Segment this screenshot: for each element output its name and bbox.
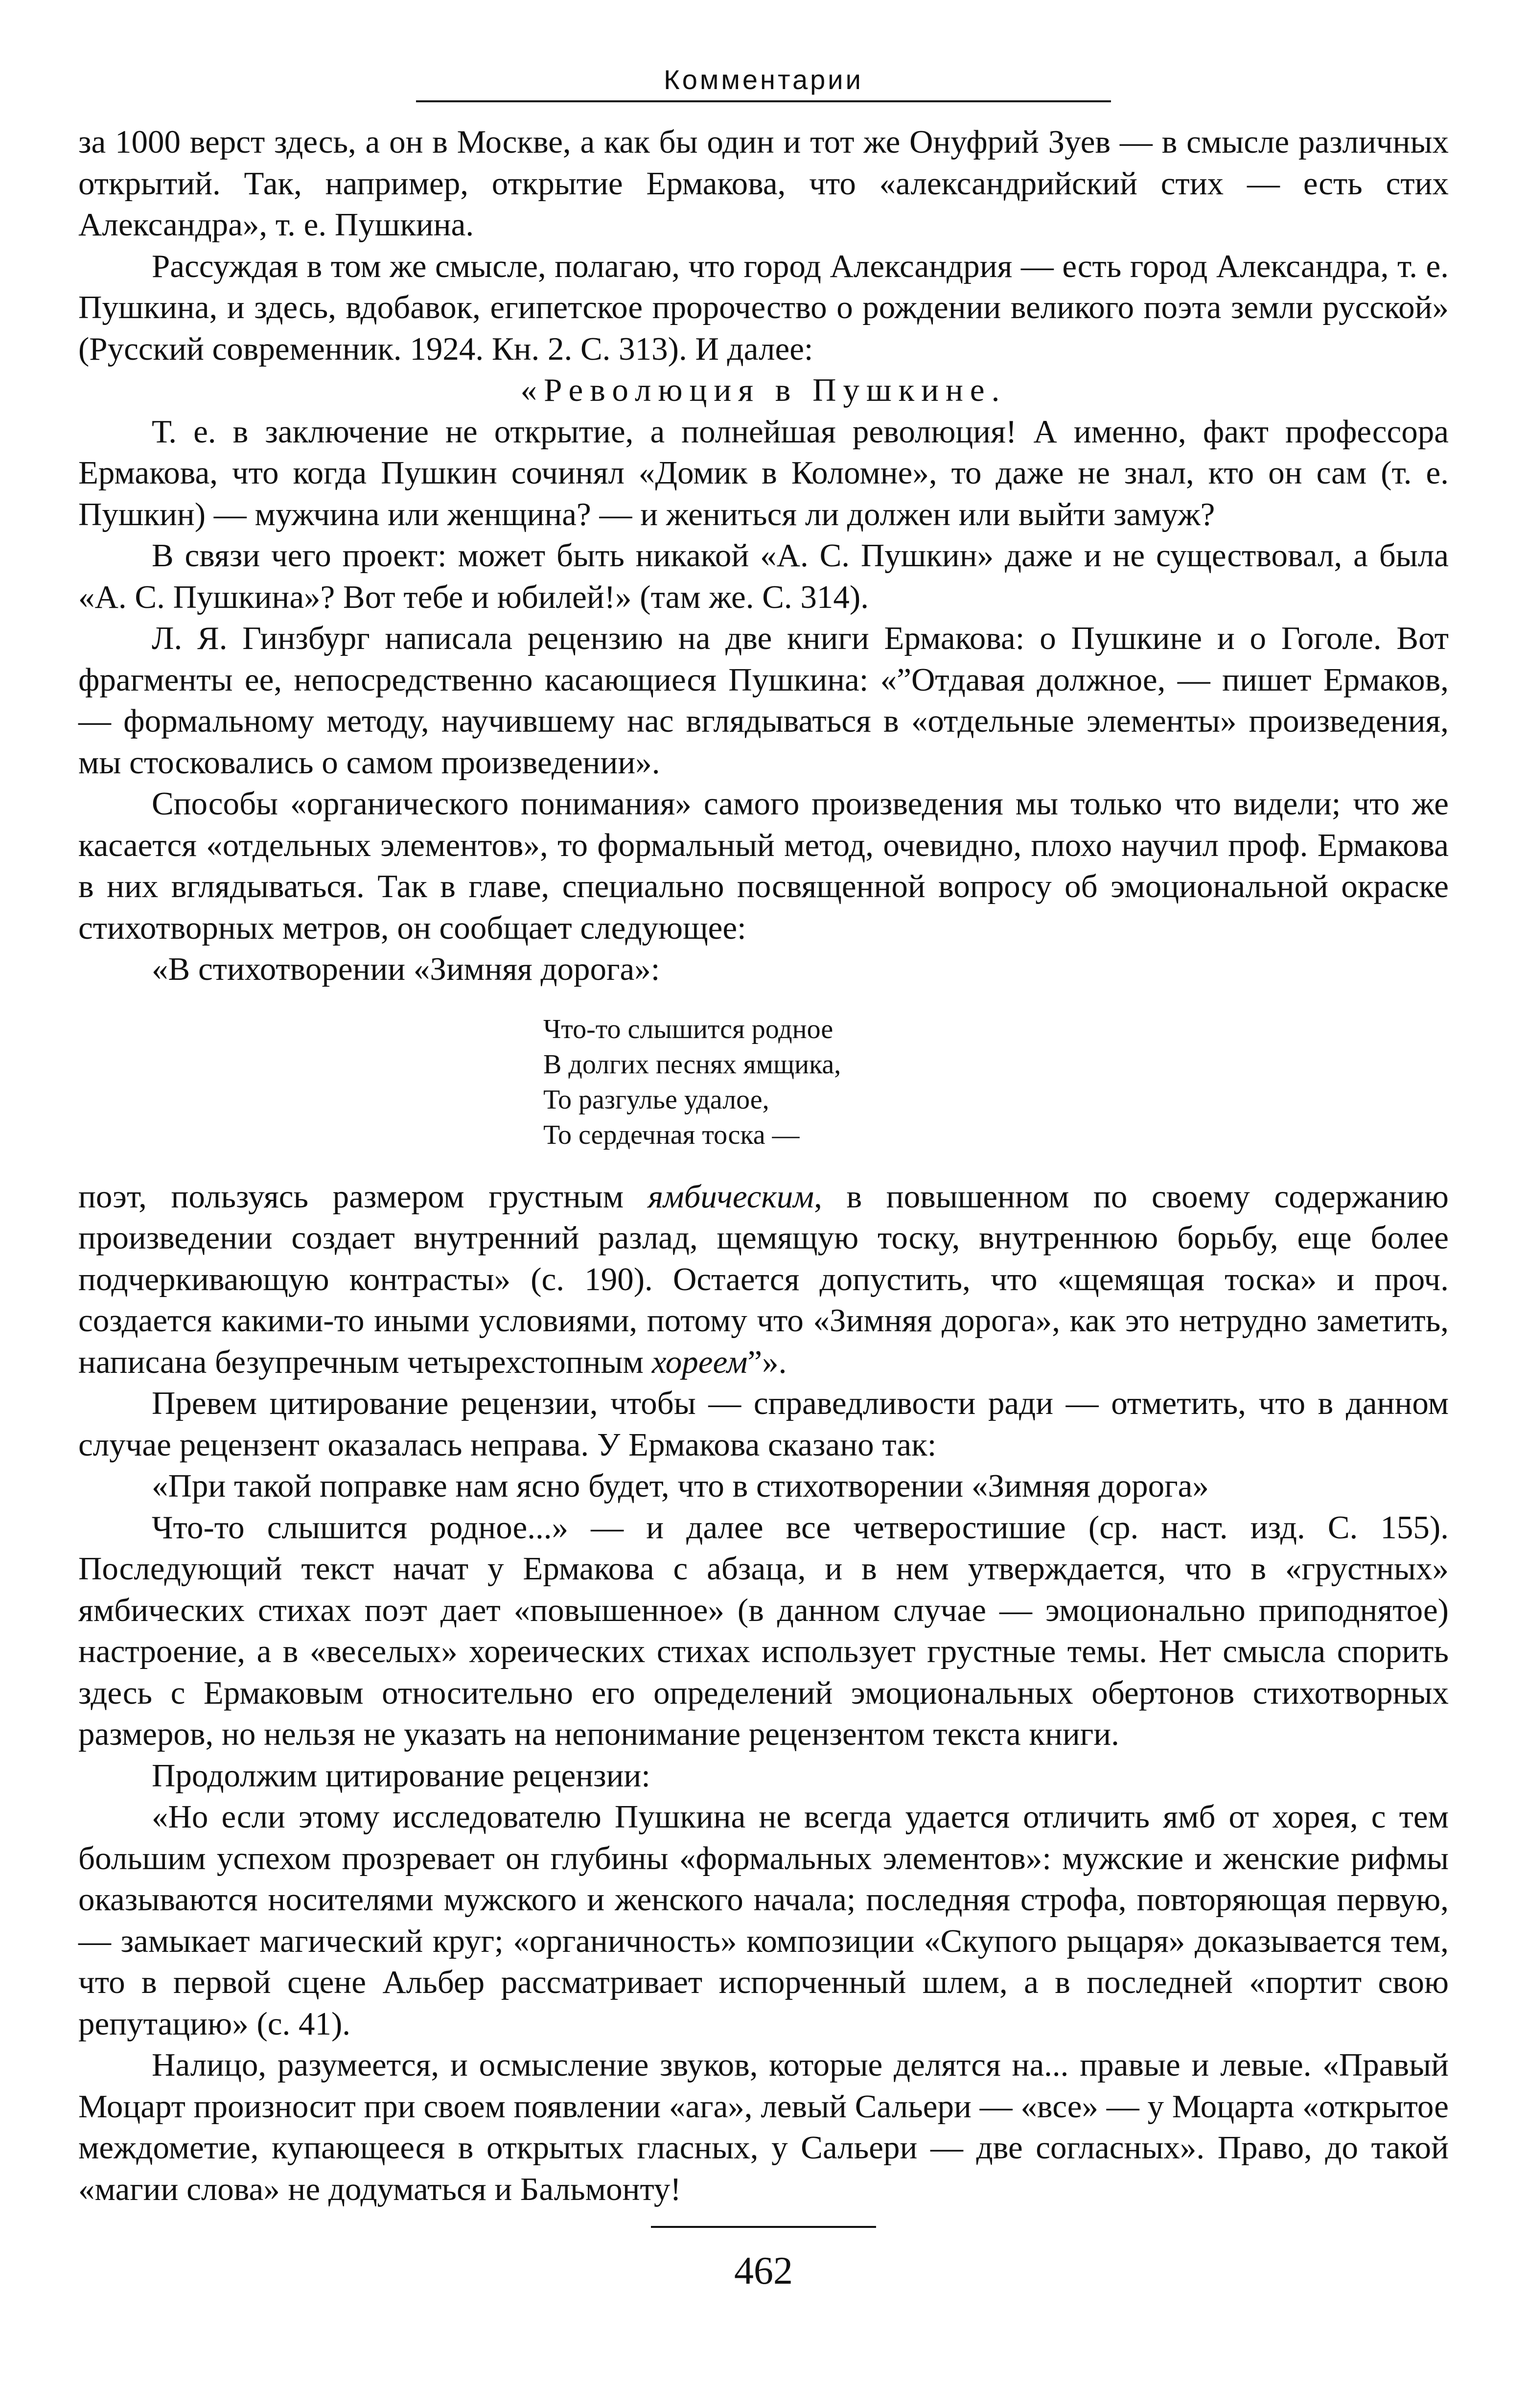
text-run: ”». — [747, 1343, 787, 1380]
running-header: Комментарии — [664, 64, 863, 95]
paragraph: Налицо, разумеется, и осмысление звуков, которые делятся на... правые и левые. «Правый Моцарт произносит при своем появлении «ага», левый Сальери — «все» — у Моцарта «открытое междометие, купающееся в открытых гласных, у Сальери — две согласных». Право, до такой «магии слова» не додуматься и Бальмонту! — [78, 2047, 1449, 2207]
text-run: поэт, пользуясь размером грустным — [78, 1178, 648, 1215]
verse-quote — [543, 1012, 1449, 1153]
verse-line: То сердечная тоска — — [543, 1119, 800, 1150]
paragraph: Способы «органического понимания» самого произведения мы только что видели; что же касается «отдельных элементов», то формальный метод, очевидно, плохо научил проф. Ермакова в них вглядываться. Так в главе, специально посвященной вопросу об эмоциональной окраске стихотворных метров, он сообщает следующее: — [78, 786, 1449, 946]
header-rule — [416, 100, 1111, 102]
verse-line: Что-то слышится родное — [543, 1014, 833, 1044]
italic-term: хореем — [651, 1343, 748, 1380]
paragraph: В связи чего проект: может быть никакой «А. С. Пушкин» даже и не существовал, а была «А. С. Пушкина»? Вот тебе и юбилей!» (там же. С. 314). — [78, 537, 1449, 615]
paragraph: за 1000 верст здесь, а он в Москве, а как бы один и тот же Онуфрий Зуев — в смысле различных открытий. Так, например, открытие Ермакова, что «александрийский стих — есть стих Александра», т. е. Пушкина. — [78, 124, 1449, 243]
paragraph: Что-то слышится родное...» — и далее все четверостишие (ср. наст. изд. С. 155). Последующий текст начат у Ермакова с абзаца, и в нем утверждается, что в «грустных» ямбических стихах поэт дает «повышенное» (в данном случае — эмоционально приподнятое) настроение, а в «веселых» хореических стихах использует грустные темы. Нет смысла спорить здесь с Ермаковым относительно его определений эмоциональных обертонов стихотворных размеров, но нельзя не указать на непонимание рецензентом текста книги. — [78, 1509, 1449, 1752]
paragraph — [78, 1176, 1449, 1383]
verse-line: То разгулье удалое, — [543, 1084, 769, 1115]
spaced-heading: «Революция в Пушкине. — [520, 372, 1007, 408]
paragraph: Л. Я. Гинзбург написала рецензию на две книги Ермакова: о Пушкине и о Гоголе. Вот фрагменты ее, непосредственно касающиеся Пушкина: «”Отдавая должное, — пишет Ермаков, — формальному методу, научившему нас вглядываться в «отдельные элементы» произведения, мы стосковались о самом произведении». — [78, 620, 1449, 781]
paragraph: «Но если этому исследователю Пушкина не всегда удается отличить ямб от хорея, с тем большим успехом прозревает он глубины «формальных элементов»: мужские и женские рифмы оказываются носителями мужского и женского начала; последняя строфа, повторяющая первую, — замыкает магический круг; «органичность» композиции «Скупого рыцаря» доказывается тем, что в первой сцене Альбер рассматривает испорченный шлем, а в последней «портит свою репутацию» (с. 41). — [78, 1799, 1449, 2042]
paragraph: «В стихотворении «Зимняя дорога»: — [152, 951, 660, 987]
page-number: 462 — [734, 2249, 793, 2292]
body-text — [78, 121, 1449, 2210]
italic-term: ямбическим — [648, 1178, 814, 1215]
paragraph: «При такой поправке нам ясно будет, что в стихотворении «Зимняя дорога» — [152, 1468, 1209, 1504]
text-run: , в повышенном по своему содержанию произведении создает внутренний разлад, щемящую тоску, внутреннюю борьбу, еще более подчеркивающую контрасты» (с. 190). Остается допустить, что «щемящая тоска» и проч. создается какими-то иными условиями, потому что «Зимняя дорога», как это нетрудно заметить, написана безупречным четырехстопным — [78, 1178, 1449, 1380]
footer-rule — [651, 2226, 876, 2228]
paragraph: Рассуждая в том же смысле, полагаю, что город Александрия — есть город Александра, т. е. Пушкина, и здесь, вдобавок, египетское пророчество о рождении великого поэта земли русской» (Русский современник. 1924. Кн. 2. С. 313). И далее: — [78, 248, 1449, 367]
verse-line: В долгих песнях ямщика, — [543, 1049, 841, 1080]
paragraph: Продолжим цитирование рецензии: — [152, 1757, 650, 1794]
paragraph: Т. е. в заключение не открытие, а полнейшая революция! А именно, факт профессора Ермакова, что когда Пушкин сочинял «Домик в Коломне», то даже не знал, кто он сам (т. е. Пушкин) — мужчина или женщина? — и жениться ли должен или выйти замуж? — [78, 413, 1449, 533]
paragraph: Превем цитирование рецензии, чтобы — справедливости ради — отметить, что в данном случае рецензент оказалась неправа. У Ермакова сказано так: — [78, 1385, 1449, 1463]
